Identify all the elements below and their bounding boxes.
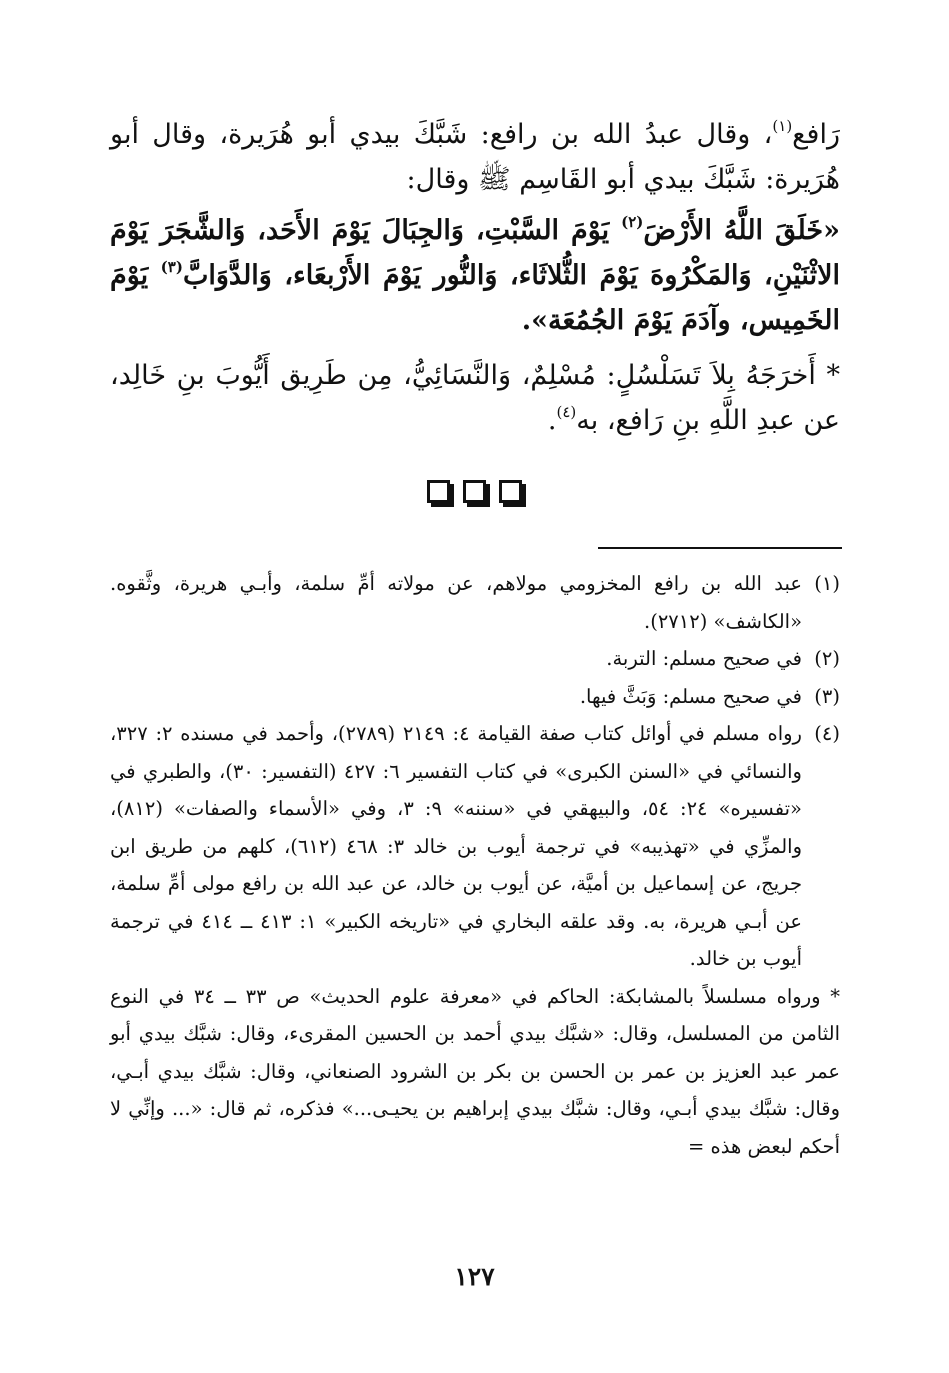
footnote-3 — [110, 678, 840, 716]
footnote-continuation: * ورواه مسلسلاً بالمشابكة: الحاكم في «معرفة علوم الحديث» ص ٣٣ ــ ٣٤ في النوع الثامن من المسلسل، وقال: «شبَّك بيدي أحمد بن الحسين المقرىء، وقال: شبَّك بيدي أبو عمر عبد العزيز بن عمر بن الحسن بن بكر بن الشرود الصنعاني، وقال: شبَّك بيدي أبـي، وقال: شبَّك بيدي أبـي، وقال: شبَّك بيدي إبراهيم بن يحيـى...» فذكره، ثم قال: «... وإنِّي لا أحكم لبعض هذه = — [110, 984, 840, 1158]
hadith-text — [110, 208, 840, 343]
footnote-ref-2[interactable]: (٢) — [621, 213, 644, 231]
footnotes — [110, 565, 840, 1165]
footnote-number: (٤) — [814, 722, 840, 745]
footnote-4 — [110, 715, 840, 978]
takhrij-paragraph — [110, 353, 840, 443]
ornament-square-icon — [463, 480, 486, 503]
section-separator — [0, 480, 949, 507]
ornament-square-icon — [499, 480, 522, 503]
footnote-text: عبد الله بن رافع المخزومي مولاهم، عن مولاته أمِّ سلمة، وأبـي هريرة، وثَّقوه. «الكاشف» (٢٧١٢). — [110, 572, 802, 633]
footnote-divider — [598, 547, 842, 549]
footnote-number: (٣) — [814, 684, 840, 708]
footnote-text: في صحيح مسلم: التربة. — [606, 647, 802, 670]
footnote-ref-1[interactable]: (١) — [772, 117, 793, 135]
takhrij-text: * أَخرَجَهُ بِلاَ تَسَلْسُلٍ: مُسْلِمٌ، وَالنَّسَائِيُّ، مِن طَرِيق أَيُّوبَ بنِ خَالِد، عن عبدِ اللَّهِ بنِ رَافع، به — [110, 360, 840, 436]
ornament-square-icon — [427, 480, 450, 503]
page-number: ١٢٧ — [454, 1262, 495, 1291]
footnote-2 — [110, 640, 840, 678]
footnote-ref-4[interactable]: (٤) — [556, 403, 577, 421]
intro-text-start: رَافع — [792, 119, 840, 150]
takhrij-end: . — [547, 405, 557, 436]
intro-text-rest: ، وقال عبدُ الله بن رافع: شَبَّكَ بيدي أبو هُرَيرة، وقال أبو هُرَيرة: شَبَّكَ بيدي أبو القَاسِم ﷺ وقال: — [110, 119, 840, 195]
footnote-text: في صحيح مسلم: وَبَثَّ فيها. — [579, 684, 802, 708]
footnote-number: (٢) — [814, 647, 840, 670]
footnote-ref-3[interactable]: (٣) — [160, 258, 183, 276]
footnote-1 — [110, 565, 840, 640]
hadith-part-2: يَوْمَ السَّبْتِ، وَالجِبَالَ يَوْمَ الأَحَد، وَالشَّجَرَ يَوْمَ الاثْنَيْنِ، وَالمَكْرُوهَ يَوْمَ الثُّلاثَاء، وَالنُّور يَوْمَ الأَرْبعَاء، وَالدَّوَابَّ — [110, 215, 840, 291]
hadith-part-1: «خَلَقَ اللَّهُ الأَرْضَ — [643, 215, 841, 246]
main-text — [110, 112, 840, 443]
intro-paragraph — [110, 112, 840, 202]
hadith-part-3: يَوْمَ الخَمِيس، وآدَمَ يَوْمَ الجُمُعَة». — [110, 260, 840, 336]
footnote-number: (١) — [814, 572, 840, 595]
footnote-text: رواه مسلم في أوائل كتاب صفة القيامة ٤: ٢١٤٩ (٢٧٨٩)، وأحمد في مسنده ٢: ٣٢٧، والنسائي في «السنن الكبرى» في كتاب التفسير ٦: ٤٢٧ (التفسير: ٣٠)، والطبري في «تفسيره» ٢٤: ٥٤، والبيهقي في «سننه» ٩: ٣، وفي «الأسماء والصفات» (٨١٢)، والمزِّي في «تهذيبه» في ترجمة أيوب بن خالد ٣: ٤٦٨ (٦١٢)، كلهم من طريق ابن جريج، عن إسماعيل بن أميَّة، عن أيوب بن خالد، عن عبد الله بن رافع مولى أمِّ سلمة، عن أبـي هريرة، به. وقد علقه البخاري في «تاريخه الكبير» ١: ٤١٣ ــ ٤١٤ في ترجمة أيوب بن خالد. — [110, 722, 802, 970]
